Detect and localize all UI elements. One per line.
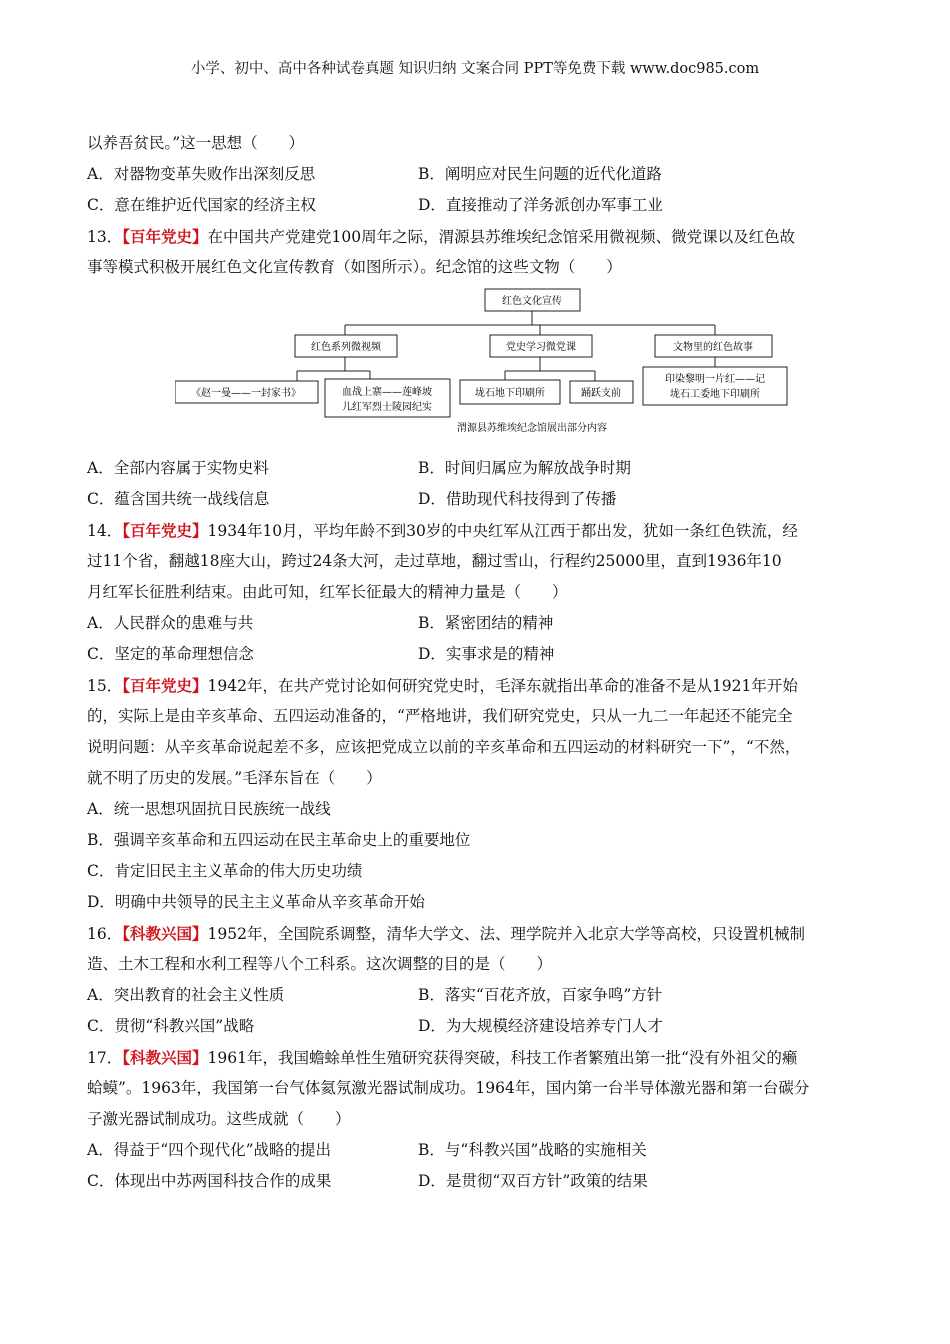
option-d: D．实事求是的精神 xyxy=(418,645,555,663)
page-header: 小学、初中、高中各种试卷真题 知识归纳 文案合同 PPT等免费下载 www.doc985.com xyxy=(190,61,760,77)
node-micro-video: 红色系列微视频 xyxy=(311,342,381,353)
node-root: 红色文化宣传 xyxy=(502,296,562,307)
q17-line-2: 蛤蟆”。1963年，我国第一台气体氦氖激光器试制成功。1964年，国内第一台半导体激光器和第一台碳分 xyxy=(87,1079,810,1097)
q12-tail: 以养吾贫民。”这一思想（ ） xyxy=(87,134,305,152)
option-a: A．得益于“四个现代化”战略的提出 xyxy=(87,1141,332,1159)
q15-line-3: 说明问题：从辛亥革命说起差不多，应该把党成立以前的辛亥革命和五四运动的材料研究一下”，“不然， xyxy=(87,738,801,756)
q15-line-2: 的，实际上是由辛亥革命、五四运动准备的，“严格地讲，我们研究党史，只从一九二一年起还不能完全 xyxy=(87,707,793,725)
option-c: C．体现出中苏两国科技合作的成果 xyxy=(87,1172,332,1190)
option-c: C．意在维护近代国家的经济主权 xyxy=(87,196,316,214)
question-text: 1942年，在共产党讨论如何研究党史时，毛泽东就指出革命的准备不是从1921年开始 xyxy=(207,677,798,695)
option-d: D．直接推动了洋务派创办军事工业 xyxy=(418,196,663,214)
question-number: 13． xyxy=(87,228,123,246)
option-b: B．时间归属应为解放战争时期 xyxy=(418,459,631,477)
question-number: 15． xyxy=(87,677,123,695)
option-a: A．突出教育的社会主义性质 xyxy=(87,986,285,1004)
q14-line-1 xyxy=(87,515,867,546)
question-text: 1952年，全国院系调整，清华大学文、法、理学院并入北京大学等高校，只设置机械制 xyxy=(207,925,805,943)
topic-tag: 【百年党史】 xyxy=(122,521,208,540)
q13-line-2: 事等模式积极开展红色文化宣传教育（如图所示）。纪念馆的这些文物（ ） xyxy=(87,258,622,276)
q14-line-3: 月红军长征胜利结束。由此可知，红军长征最大的精神力量是（ ） xyxy=(87,583,568,601)
option-a: A．人民群众的患难与共 xyxy=(87,614,254,632)
node-zhao-yiman: 《赵一曼——一封家书》 xyxy=(191,388,301,399)
q14-line-2: 过11个省，翻越18座大山，跨过24条大河，走过草地，翻过雪山，行程约25000里，直到1936年10 xyxy=(87,552,782,570)
option-b: B．与“科教兴国”战略的实施相关 xyxy=(418,1141,647,1159)
topic-tag: 【科教兴国】 xyxy=(122,1048,208,1067)
option-b: B．阐明应对民生问题的近代化道路 xyxy=(418,165,662,183)
option-a: A．全部内容属于实物史料 xyxy=(87,459,269,477)
node-printing-house: 垅石地下印刷所 xyxy=(475,388,545,399)
question-number: 16． xyxy=(87,925,123,943)
topic-tag: 【科教兴国】 xyxy=(122,924,208,943)
question-number: 14． xyxy=(87,522,123,540)
option-b: B．强调辛亥革命和五四运动在民主革命史上的重要地位 xyxy=(87,831,471,849)
option-d: D．明确中共领导的民主主义革命从辛亥革命开始 xyxy=(87,893,425,911)
q17-options-2 xyxy=(87,1166,867,1197)
node-dawn-line-1: 印染黎明一片红——记 xyxy=(665,374,765,385)
node-relic-stories: 文物里的红色故事 xyxy=(673,342,753,353)
question-number: 17． xyxy=(87,1049,123,1067)
option-d: D．是贯彻“双百方针”政策的结果 xyxy=(418,1172,648,1190)
document-body xyxy=(87,128,867,1197)
q16-options-2 xyxy=(87,1011,867,1042)
org-chart xyxy=(175,283,795,453)
option-d: D．借助现代科技得到了传播 xyxy=(418,490,617,508)
diagram-caption: 渭源县苏维埃纪念馆展出部分内容 xyxy=(457,423,607,434)
node-dawn-line-2: 垅石工委地下印刷所 xyxy=(670,389,760,400)
q14-options-2 xyxy=(87,639,867,670)
node-battle-line-2: 儿红军烈士陵园纪实 xyxy=(342,402,432,413)
option-a: A．统一思想巩固抗日民族统一战线 xyxy=(87,800,331,818)
q12-options-1 xyxy=(87,159,867,190)
q16-options-1 xyxy=(87,980,867,1011)
option-c: C．肯定旧民主主义革命的伟大历史功绩 xyxy=(87,862,363,880)
node-battle-line-1: 血战上寨——莲峰坡 xyxy=(342,387,432,398)
q16-line-1 xyxy=(87,918,867,949)
option-b: B．落实“百花齐放，百家争鸣”方针 xyxy=(418,986,663,1004)
q17-options-1 xyxy=(87,1135,867,1166)
option-c: C．贯彻“科教兴国”战略 xyxy=(87,1017,255,1035)
question-text: 1961年，我国蟾蜍单性生殖研究获得突破，科技工作者繁殖出第一批“没有外祖父的癞 xyxy=(207,1049,798,1067)
option-c: C．蕴含国共统一战线信息 xyxy=(87,490,270,508)
topic-tag: 【百年党史】 xyxy=(122,227,208,246)
option-a: A．对器物变革失败作出深刻反思 xyxy=(87,165,316,183)
option-d: D．为大规模经济建设培养专门人才 xyxy=(418,1017,663,1035)
topic-tag: 【百年党史】 xyxy=(122,676,208,695)
q13-options-1 xyxy=(87,453,867,484)
node-support-front: 踊跃支前 xyxy=(581,388,621,399)
q17-line-1 xyxy=(87,1042,867,1073)
q17-line-3: 子激光器试制成功。这些成就（ ） xyxy=(87,1110,351,1128)
question-text: 1934年10月，平均年龄不到30岁的中央红军从江西于都出发，犹如一条红色铁流，经 xyxy=(207,522,798,540)
question-text: 在中国共产党建党100周年之际，渭源县苏维埃纪念馆采用微视频、微党课以及红色故 xyxy=(207,228,796,246)
q12-options-2 xyxy=(87,190,867,221)
option-c: C．坚定的革命理想信念 xyxy=(87,645,254,663)
q15-line-4: 就不明了历史的发展。”毛泽东旨在（ ） xyxy=(87,769,382,787)
q13-options-2 xyxy=(87,484,867,515)
option-b: B．紧密团结的精神 xyxy=(418,614,554,632)
q13-diagram xyxy=(87,283,867,453)
q15-line-1 xyxy=(87,670,867,701)
q16-line-2: 造、土木工程和水利工程等八个工科系。这次调整的目的是（ ） xyxy=(87,955,553,973)
q14-options-1 xyxy=(87,608,867,639)
node-micro-lesson: 党史学习微党课 xyxy=(506,342,576,353)
q13-line-1 xyxy=(87,221,867,252)
